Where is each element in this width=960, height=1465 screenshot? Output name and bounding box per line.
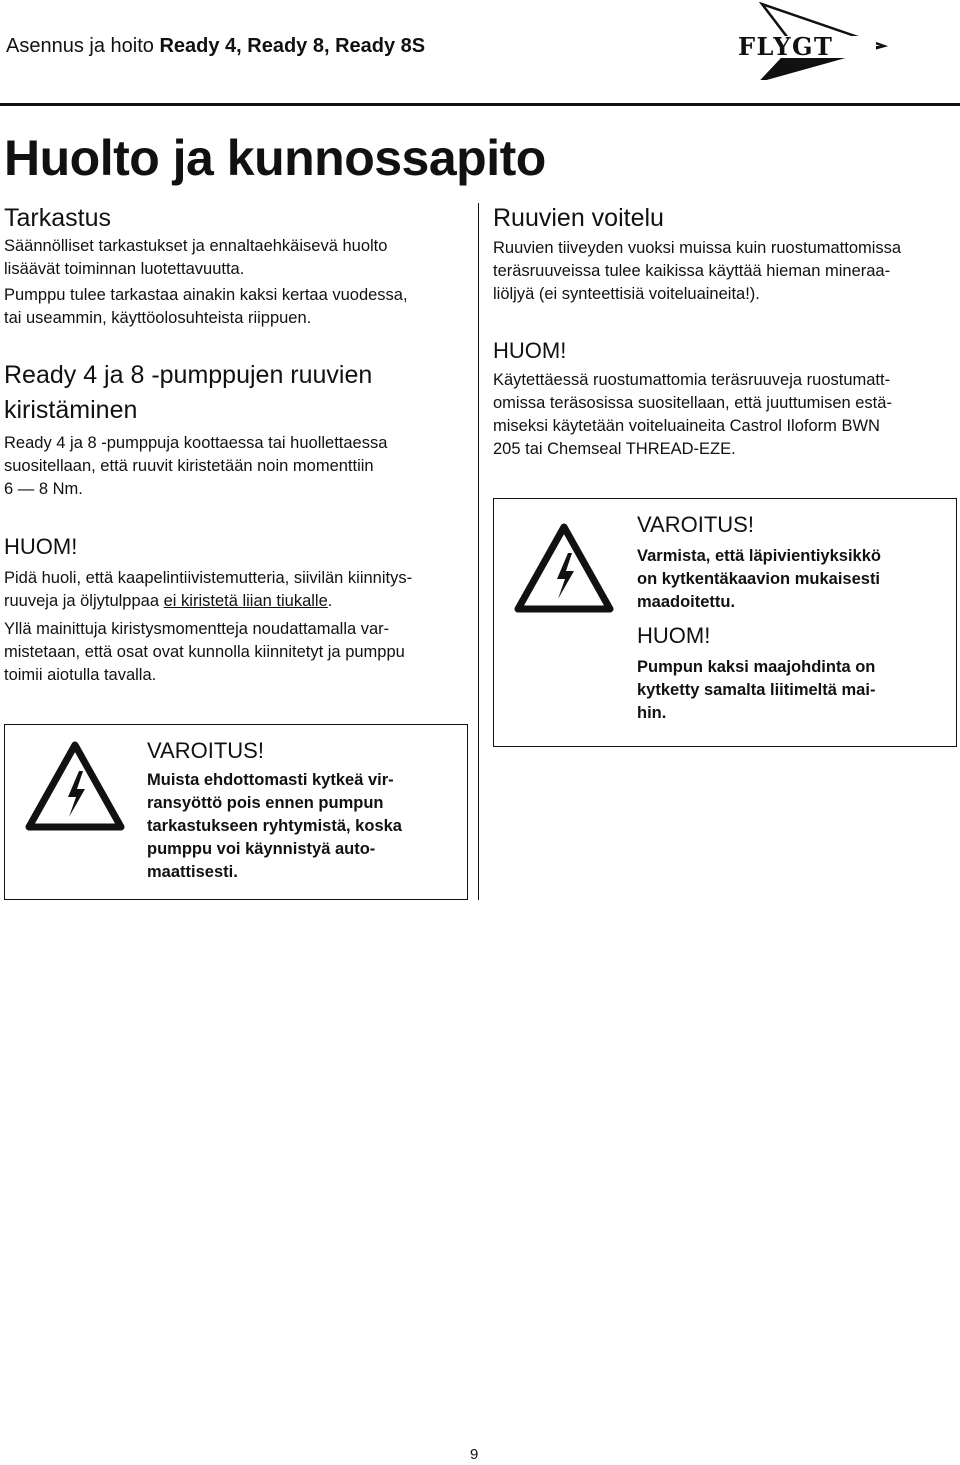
inspection-heading: Tarkastus [4,204,111,232]
text-line: maadoitettu. [637,593,736,611]
text-line: kytketty samalta liitimeltä mai- [637,681,876,699]
page-number: 9 [470,1446,479,1463]
text-line: omissa teräsosissa suositellaan, että juuttumisen estä- [493,394,892,412]
text-line: Pumpun kaksi maajohdinta on [637,658,876,676]
note-section [4,533,464,687]
left-column [4,203,464,687]
column-divider [478,203,479,900]
inspection-paragraph-2 [4,284,464,330]
text-span: ruuveja ja öljytulppaa [4,592,164,610]
text-line: Pidä huoli, että kaapelintiivistemutteria, siivilän kiinnitys- [4,569,413,587]
svg-text:FLYGT: FLYGT [738,32,834,61]
text-line: maattisesti. [147,863,238,881]
note-heading: HUOM! [493,338,567,363]
text-span: . [327,592,333,610]
note-text [637,656,947,725]
text-line: suositellaan, että ruuvit kiristetään noin momenttiin [4,457,374,475]
page-title: Huolto ja kunnossapito [4,130,546,186]
tightening-section [4,358,464,501]
text-line: Yllä mainittuja kiristysmomentteja noudattamalla var- [4,620,390,638]
note-paragraph [493,369,959,461]
header-title-prefix: Asennus ja hoito [6,35,160,57]
text-line: Käytettäessä ruostumattomia teräsruuveja ruostumatt- [493,371,891,389]
text-line: miseksi käytetään voiteluaineita Castrol Iloform BWN [493,417,880,435]
note-heading: HUOM! [4,534,78,559]
warning-box-disconnect-power [4,724,468,900]
right-column [493,203,959,461]
text-line: teräsruuveissa tulee kaikissa käyttää hieman mineraa- [493,262,891,280]
flygt-logo [734,2,894,80]
text-line: tarkastukseen ryhtymistä, koska [147,817,402,835]
note-title: HUOM! [637,623,711,648]
warning-content [637,511,947,725]
warning-text [637,545,947,614]
warning-text [147,769,457,884]
header-title-product: Ready 4, Ready 8, Ready 8S [159,35,426,57]
tightening-heading-line-1: Ready 4 ja 8 -pumppujen ruuvien [4,361,373,389]
text-line: liöljyä (ei synteettisiä voiteluaineita!). [493,285,760,303]
text-line: hin. [637,704,667,722]
document-header [6,32,425,60]
text-line: lisäävät toiminnan luotettavuutta. [4,260,245,278]
text-line: 205 tai Chemseal THREAD-EZE. [493,440,736,458]
text-line: mistetaan, että osat ovat kunnolla kiinnitetyt ja pumppu [4,643,405,661]
text-line: Pumppu tulee tarkastaa ainakin kaksi kertaa vuodessa, [4,286,408,304]
text-line: ransyöttö pois ennen pumpun [147,794,384,812]
text-line: pumppu voi käynnistyä auto- [147,840,376,858]
lubrication-paragraph [493,237,959,306]
text-line: Varmista, että läpivientiyksikkö [637,547,881,565]
header-divider [0,103,960,106]
note-section [493,337,959,461]
text-line: toimii aiotulla tavalla. [4,666,157,684]
text-line: tai useammin, käyttöolosuhteista riippuen. [4,309,312,327]
text-line: Ready 4 ja 8 -pumppuja koottaessa tai huollettaessa [4,434,388,452]
text-line: Ruuvien tiiveyden vuoksi muissa kuin ruostumattomissa [493,239,902,257]
high-voltage-warning-icon [514,523,614,613]
tightening-paragraph [4,432,464,501]
note-paragraph-2 [4,618,464,687]
text-line: Säännölliset tarkastukset ja ennaltaehkäisevä huolto [4,237,388,255]
warning-box-grounding [493,498,957,747]
text-line: on kytkentäkaavion mukaisesti [637,570,881,588]
text-line: Muista ehdottomasti kytkeä vir- [147,771,394,789]
text-line [4,590,464,613]
warning-content [147,737,457,884]
underlined-emphasis: ei kiristetä liian tiukalle [163,592,328,610]
tightening-heading-line-2: kiristäminen [4,396,138,424]
lubrication-heading: Ruuvien voitelu [493,204,664,232]
high-voltage-warning-icon [25,741,125,831]
warning-title: VAROITUS! [637,512,754,537]
warning-title: VAROITUS! [147,738,264,763]
text-line: 6 — 8 Nm. [4,480,83,498]
note-paragraph-1 [4,567,464,613]
inspection-paragraph-1 [4,235,464,281]
